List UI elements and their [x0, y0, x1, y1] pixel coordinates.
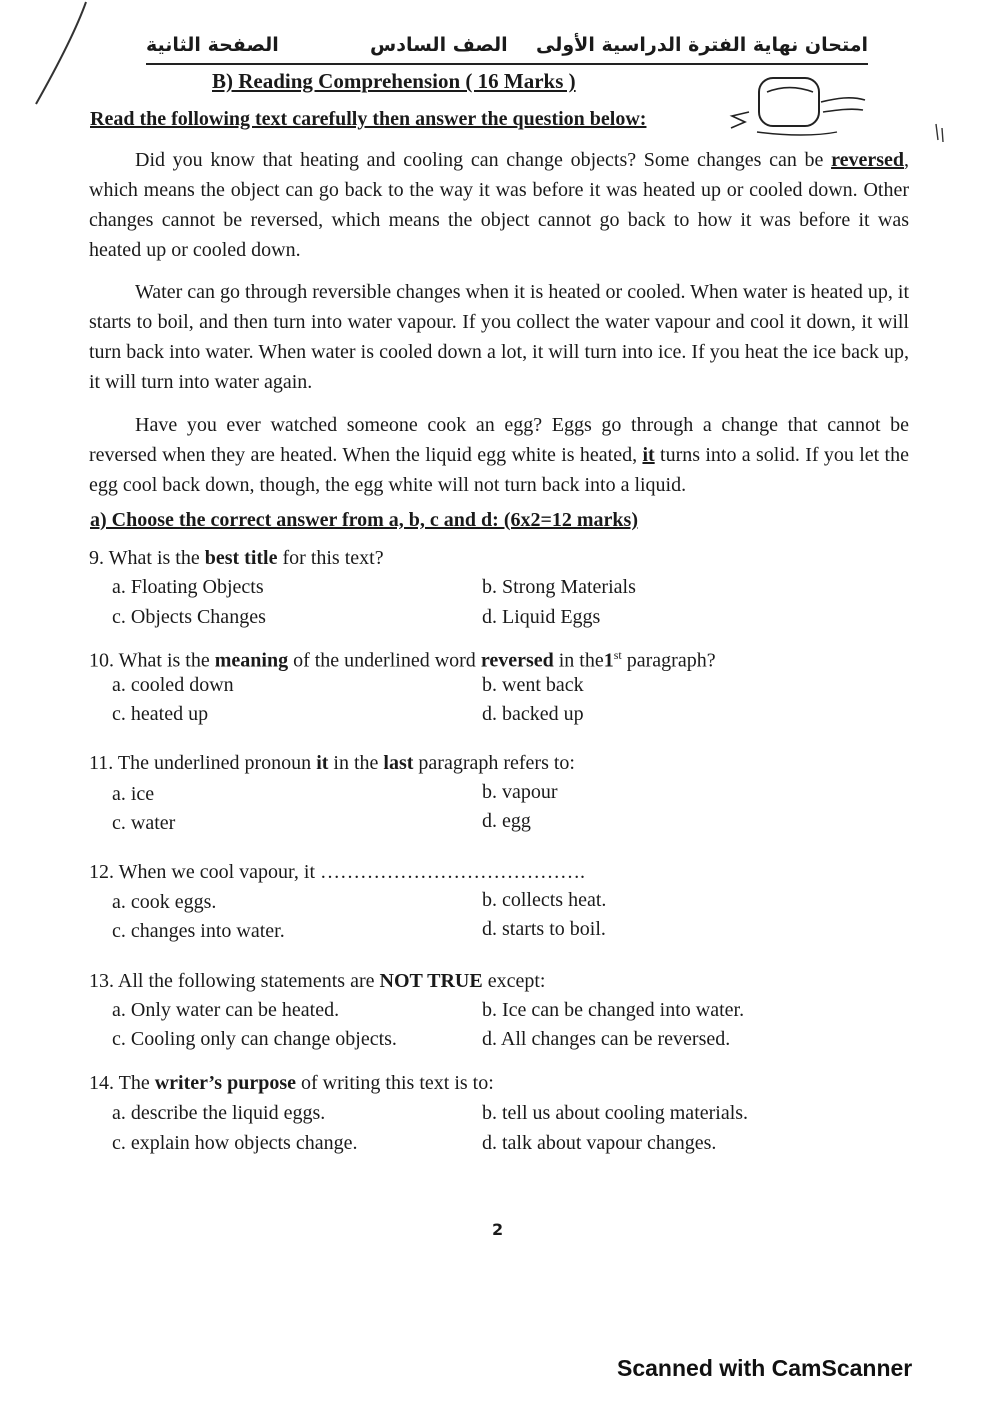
- word-it: it: [642, 444, 655, 466]
- q11-option-c: c. water: [112, 812, 176, 834]
- q10-pre: 10. What is the: [89, 649, 215, 672]
- part-a-heading: a) Choose the correct answer from a, b, c and d: (6x2=12 marks): [90, 509, 638, 531]
- q11-bold-it: it: [316, 752, 329, 774]
- passage-paragraph-3: [89, 410, 909, 500]
- q13-option-b: b. Ice can be changed into water.: [482, 999, 745, 1021]
- header-page-label: الصفحة الثانية: [146, 34, 279, 56]
- q12-option-a: a. cook eggs.: [112, 891, 217, 913]
- header-grade: الصف السادس: [370, 34, 508, 56]
- q9-option-c: c. Objects Changes: [112, 606, 266, 628]
- book-doodle-icon: [727, 72, 867, 142]
- q14-post: of writing this text is to:: [296, 1072, 494, 1094]
- question-11: [89, 752, 575, 775]
- q9-bold: best title: [204, 547, 278, 569]
- p2-text: Water can go through reversible changes when it is heated or cooled. When water is heated up, it starts to boil, and then turn into water vapour. If you collect the water vapour and cool it down, it will turn back into water. When water is cooled down a lot, it will turn into ice. If you heat the ice back up, it will turn into water again.: [89, 281, 909, 393]
- q12-option-d: d. starts to boil.: [482, 918, 606, 940]
- q9-option-b: b. Strong Materials: [482, 576, 636, 598]
- reading-instruction: Read the following text carefully then answer the question below:: [90, 108, 647, 130]
- q9-pre: 9. What is the: [89, 547, 205, 569]
- q13-bold: NOT TRUE: [379, 970, 483, 992]
- q13-option-c: c. Cooling only can change objects.: [112, 1028, 397, 1050]
- p3-start: Have you ever watched someone cook an egg? Eggs go through a change that cannot be reversed when they are heated. When the liquid egg white is heated,: [89, 414, 909, 466]
- header-exam-title: امتحان نهاية الفترة الدراسية الأولى: [536, 34, 868, 56]
- q10-bold-meaning: meaning: [214, 649, 289, 672]
- passage-paragraph-1: [89, 145, 909, 265]
- q10-option-a: a. cooled down: [112, 674, 234, 696]
- q13-option-d: d. All changes can be reversed.: [482, 1028, 731, 1050]
- q10-mid2: in the: [553, 649, 604, 672]
- question-9: [89, 547, 384, 570]
- q14-option-a: a. describe the liquid eggs.: [112, 1102, 326, 1124]
- section-title: B) Reading Comprehension ( 16 Marks ): [212, 69, 576, 93]
- header-rule: [146, 63, 868, 65]
- q10-bold-1: 1: [603, 649, 614, 672]
- page-number: 2: [492, 1220, 504, 1239]
- q11-pre: 11. The underlined pronoun: [89, 752, 317, 774]
- q9-option-a: a. Floating Objects: [112, 576, 264, 598]
- word-reversed: reversed: [831, 149, 904, 171]
- q10-sup: st: [613, 648, 622, 662]
- q11-option-b: b. vapour: [482, 781, 558, 803]
- question-10: [89, 648, 716, 673]
- p3-end: turns into a solid. If you let the egg cool back down, though, the egg white will not turn back into a liquid.: [89, 444, 909, 496]
- q12-option-c: c. changes into water.: [112, 920, 285, 942]
- q11-mid: in the: [328, 752, 384, 774]
- q14-pre: 14. The: [89, 1072, 155, 1094]
- q14-bold: writer’s purpose: [154, 1072, 296, 1094]
- passage-paragraph-2: [89, 277, 909, 397]
- q11-bold-last: last: [383, 752, 414, 774]
- question-12: 12. When we cool vapour, it ………………………………….: [89, 861, 585, 883]
- q10-option-d: d. backed up: [482, 703, 584, 725]
- pen-stroke-decoration: [28, 0, 98, 110]
- q10-post: paragraph?: [621, 649, 716, 672]
- question-14: [89, 1072, 494, 1095]
- q9-post: for this text?: [277, 547, 384, 569]
- q11-option-d: d. egg: [482, 810, 531, 832]
- q11-option-a: a. ice: [112, 783, 155, 805]
- q10-option-c: c. heated up: [112, 703, 209, 725]
- q10-option-b: b. went back: [482, 674, 584, 696]
- q13-pre: 13. All the following statements are: [89, 970, 380, 992]
- q13-option-a: a. Only water can be heated.: [112, 999, 340, 1021]
- question-13: [89, 970, 545, 993]
- q9-option-d: d. Liquid Eggs: [482, 606, 601, 628]
- q14-option-c: c. explain how objects change.: [112, 1132, 358, 1154]
- q10-bold-reversed: reversed: [480, 649, 554, 672]
- margin-mark: [932, 122, 946, 144]
- camscanner-watermark: Scanned with CamScanner: [617, 1355, 913, 1381]
- p1-start: Did you know that heating and cooling can change objects? Some changes can be: [135, 149, 832, 171]
- q12-option-b: b. collects heat.: [482, 889, 607, 911]
- q14-option-b: b. tell us about cooling materials.: [482, 1102, 749, 1124]
- p1-end: , which means the object can go back to the way it was before it was heated up or cooled down. Other changes cannot be reversed, which means the object cannot go back to how it was before it was heated up or cooled down.: [89, 149, 909, 261]
- q13-post: except:: [482, 970, 546, 992]
- q11-post: paragraph refers to:: [413, 752, 575, 774]
- q14-option-d: d. talk about vapour changes.: [482, 1132, 717, 1154]
- q10-mid: of the underlined word: [288, 649, 481, 672]
